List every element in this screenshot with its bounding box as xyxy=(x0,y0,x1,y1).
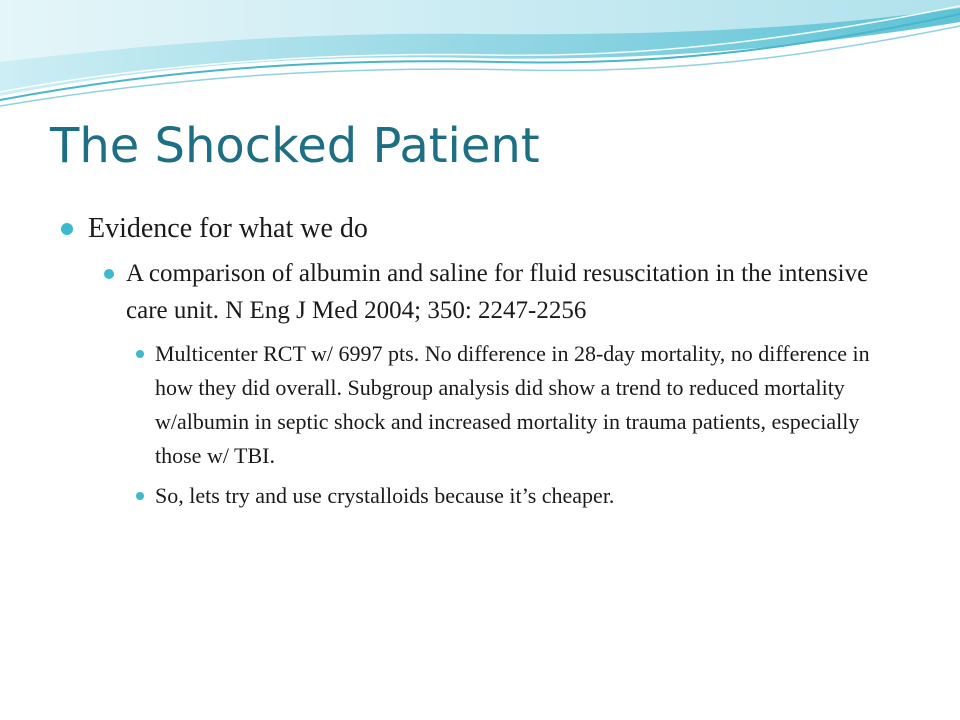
bullet-level1 xyxy=(60,208,910,250)
bullet-dot-icon xyxy=(104,269,114,279)
bullet-dot-icon xyxy=(136,350,144,358)
slide-title: The Shocked Patient xyxy=(50,118,540,174)
bullet-text: So, lets try and use crystalloids because it’s cheaper. xyxy=(155,483,615,508)
bullet-text: A comparison of albumin and saline for fluid resuscitation in the intensive care unit. N Eng J Med 2004; 350: 2247-2256 xyxy=(126,260,869,324)
bullet-text: Multicenter RCT w/ 6997 pts. No difference in 28-day mortality, no difference in how they did overall. Subgroup analysis did show a trend to reduced mortality w/albumin in septic shock and increased mortality in trauma patients, especially those w/ TBI. xyxy=(155,341,870,468)
bullet-text: Evidence for what we do xyxy=(88,213,368,244)
header-wave-decoration xyxy=(0,0,960,120)
bullet-list xyxy=(60,208,910,513)
bullet-dot-icon xyxy=(136,492,144,500)
bullet-level3 xyxy=(60,479,910,513)
bullet-level2 xyxy=(60,255,910,329)
bullet-dot-icon xyxy=(61,223,73,235)
bullet-level3 xyxy=(60,337,910,473)
